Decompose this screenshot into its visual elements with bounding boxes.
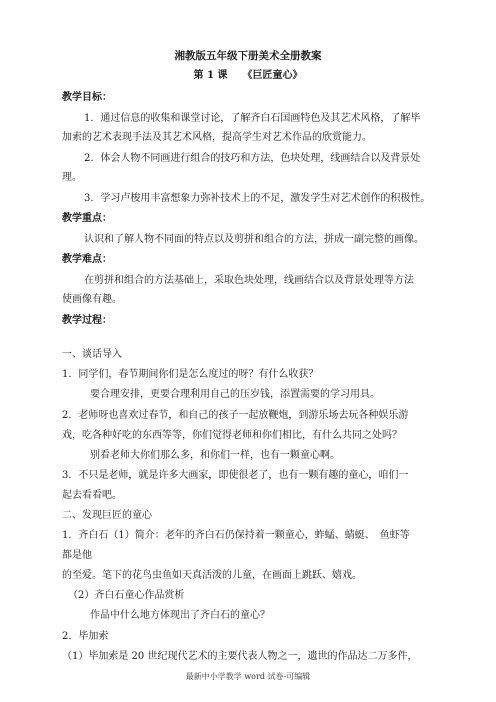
goal-line: 3．学习卢梭用丰富想象力弥补技术上的不足，激发学生对艺术创作的积极性。: [84, 193, 431, 204]
goal-line: 理。: [62, 172, 82, 183]
process-line: 别看老师大你们那么多，和你们一样，也有一颗童心啊。: [90, 450, 340, 461]
process-line: 要合理安排，更要合理利用自己的压岁钱，添置需要的学习用具。: [90, 389, 380, 400]
process-line: 3．不只是老师，就是许多大画家，即使很老了，也有一颗有趣的童心，咱们一: [62, 470, 409, 481]
process-line: 1．齐白石（1）简介：老年的齐白石仍保持着一颗童心，蚱蜢、蜻蜓、 鱼虾等: [62, 530, 410, 541]
process-heading: 教学过程：: [62, 315, 112, 326]
process-line: 都是他: [62, 550, 92, 561]
goal-line: 2．体会人物不同画进行组合的技巧和方法，色块处理，线画结合以及背景处: [84, 153, 421, 164]
page-footer: 最新中小学教学 word 试卷-可编辑: [185, 672, 311, 681]
process-line: 戏，吃各种好吃的东西等等，你们觉得老师和你们相比，有什么共同之处吗？: [62, 430, 402, 441]
difficulty-heading: 教学难点：: [62, 254, 112, 265]
goal-line: 1．通过信息的收集和课堂讨论，了解齐白石国画特色及其艺术风格，了解毕: [84, 113, 421, 124]
process-line: 的至爱。笔下的花鸟虫鱼如天真活泼的儿童，在画面上跳跃、嬉戏。: [62, 570, 362, 581]
lesson-title: 第 1 课 《巨匠童心》: [193, 70, 303, 81]
key-points-heading: 教学重点：: [62, 213, 112, 224]
difficulty-line: 使画像有趣。: [62, 294, 122, 305]
process-line: 作品中什么地方体现出了齐白石的童心？: [90, 610, 270, 621]
difficulty-line: 在剪拼和组合的方法基础上，采取色块处理，线画结合以及背景处理等方法: [84, 275, 414, 286]
process-line: （1）毕加索是 20 世纪现代艺术的主要代表人物之一，遗世的作品达二万多件，: [62, 651, 418, 662]
section-heading: 二、发现巨匠的童心: [62, 510, 152, 521]
process-line: 起去看看吧。: [62, 490, 122, 501]
section-heading: 一、谈话导入: [62, 349, 122, 360]
teaching-goals-heading: 教学目标：: [62, 92, 112, 103]
process-line: 1．同学们，春节期间你们是怎么度过的呀？有什么收获？: [62, 369, 319, 380]
document-title: 湘教版五年级下册美术全册教案: [174, 50, 322, 62]
goal-line: 加索的艺术表现手法及其艺术风格，提高学生对艺术作品的欣赏能力。: [62, 132, 372, 143]
process-line: （2）齐白石童心作品赏析: [68, 590, 185, 601]
process-line: 2．老师呀也喜欢过春节，和自己的孩子一起放鞭炮，到游乐场去玩各种娱乐游: [62, 410, 409, 421]
process-line: 2．毕加索: [62, 631, 109, 642]
key-points-text: 认识和了解人物不同面的特点以及剪拼和组合的方法，拼成一副完整的画像。: [84, 234, 424, 245]
